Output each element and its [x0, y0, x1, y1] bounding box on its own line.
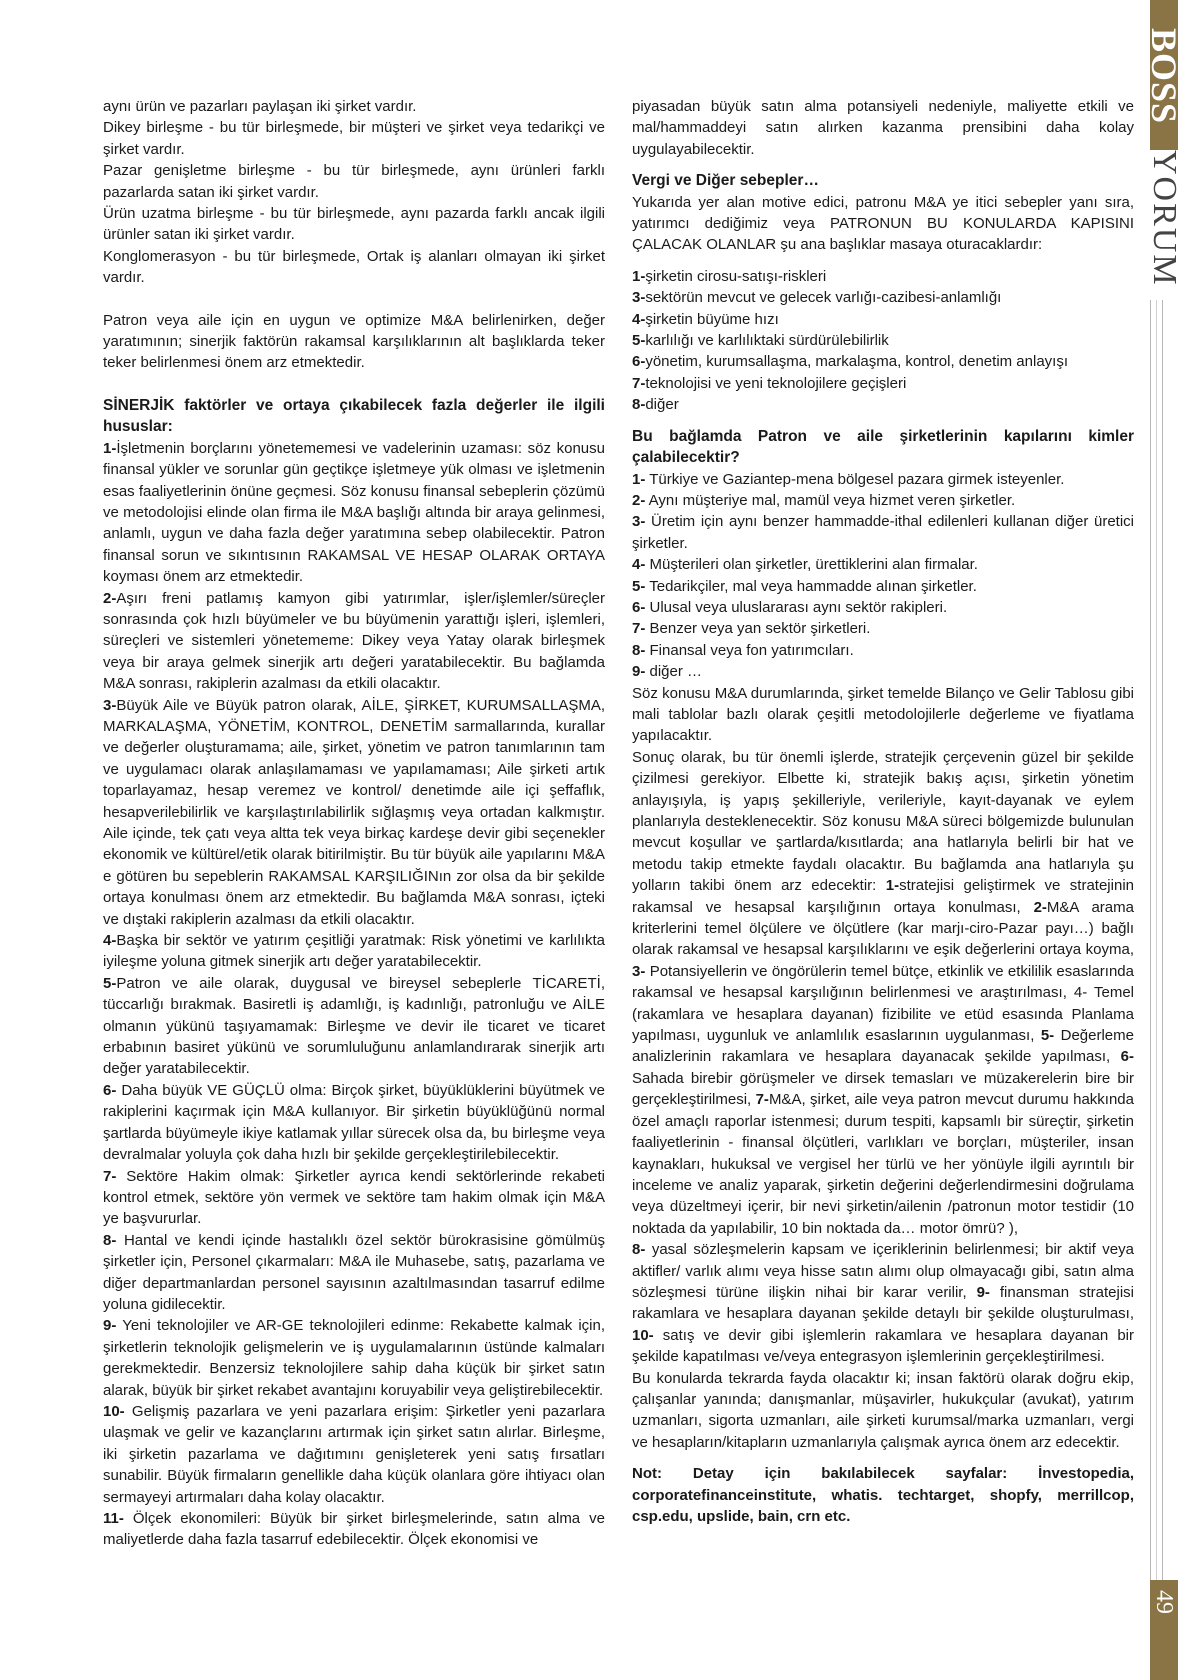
- paragraph: Patron veya aile için en uygun ve optimize M&A belirlenirken, değer yaratımının; sinerjik faktörün rakamsal karşılıklarının alt başlıklarda teker teker belirlenmesi önem arz etmektedir.: [103, 311, 605, 372]
- item-number: 5-: [632, 332, 646, 350]
- list-item: [103, 588, 605, 695]
- item-text: Aynı müşteriye mal, mamül veya hizmet veren şirketler.: [645, 491, 1016, 509]
- item-text: karlılığı ve karlılıktaki sürdürülebilirlik: [645, 332, 889, 350]
- list-item: [632, 266, 1134, 287]
- list-item: [103, 1508, 605, 1551]
- divider: [1162, 300, 1163, 1590]
- list-item: [632, 373, 1134, 394]
- item-number: 10-: [103, 1402, 125, 1420]
- item-text: Türkiye ve Gaziantep-mena bölgesel pazara girmek isteyenler.: [645, 470, 1065, 488]
- item-number: 4-: [632, 556, 646, 574]
- list-item: [103, 930, 605, 973]
- item-number: 6-: [103, 1081, 117, 1099]
- list-item: [632, 511, 1134, 554]
- item-number: 8-: [632, 641, 646, 659]
- item-number: 3-: [103, 696, 117, 714]
- item-text: Ulusal veya uluslararası aynı sektör rakipleri.: [645, 598, 948, 616]
- item-text: Patron ve aile olarak, duygusal ve bireysel sebeplerle TİCARETİ, tüccarlığı bırakmak. Basiretli iş adamlığı, iş kadınlığı, patronluğu ve AİLE olmanın yükünü taşıyamamak: Birleşme ve devir ile ticaret ve ticaret erbabının basiret yükünü ve sorumluluğunu anlamlandırarak sinerjik artı değer yaratabilecektir.: [103, 974, 605, 1078]
- item-number: 1-: [632, 470, 646, 488]
- divider: [1156, 300, 1157, 1590]
- item-text: diğer …: [645, 663, 703, 681]
- item-text: Benzer veya yan sektör şirketleri.: [645, 620, 871, 638]
- synergy-list: [103, 438, 605, 1551]
- list-item: [103, 1230, 605, 1316]
- list-item: [103, 1315, 605, 1401]
- item-text: sektörün mevcut ve gelecek varlığı-cazibesi-anlamlığı: [645, 289, 1002, 307]
- list-item: [103, 1080, 605, 1166]
- item-number: 1-: [632, 267, 646, 285]
- paragraph: aynı ürün ve pazarları paylaşan iki şirket vardır.: [103, 98, 417, 115]
- section-label: YORUM: [1146, 150, 1183, 287]
- item-text: şirketin büyüme hızı: [645, 310, 779, 328]
- actors-list: [632, 469, 1134, 683]
- item-number: 5-: [103, 974, 117, 992]
- list-item: [632, 469, 1134, 490]
- list-item: [103, 973, 605, 1080]
- list-item: [103, 695, 605, 930]
- item-text: Yeni teknolojiler ve AR-GE teknolojileri edinme: Rekabette kalmak için, şirketlerin teknolojik gelişmelerin ve iş uygulamalarının üstünde kalmaları gerekmektedir. Benzersiz teknolojilere sahip daha küçük bir şirket satın alarak, büyük bir şirket rekabet avantajını koruyabilir veya geliştirebilecektir.: [103, 1317, 605, 1399]
- paragraph: piyasadan büyük satın alma potansiyeli nedeniyle, maliyette etkili ve mal/hammaddeyi satın alırken kazanma prensibini daha kolay uygulayabilecektir.: [632, 98, 1134, 158]
- item-number: 3-: [632, 289, 646, 307]
- list-item: [632, 351, 1134, 372]
- paragraph: Bu konularda tekrarda fayda olacaktır ki; insan faktörü olarak doğru ekip, çalışanlar yanında; danışmanlar, müşavirler, hukukçular (avukat), yatırım uzmanları, sigorta uzmanları, aile şirketi kurumsal/marka uzmanları, vergi ve hesapların/kitapların uzmanlarıyla çalışmak ayrıca önem arz edecektir.: [632, 1369, 1134, 1451]
- item-text: Hantal ve kendi içinde hastalıklı özel sektör bürokrasisine gömülmüş şirketler için, Personel çıkarmaları: M&A ile Muhasebe, satış, pazarlama ve diğer departmanlardan personel sayısının azaltılmasından tasarruf edilme yoluna gidilecektir.: [103, 1231, 605, 1313]
- list-item: [632, 661, 1134, 682]
- item-number: 5-: [632, 577, 646, 595]
- item-number: 7-: [103, 1167, 117, 1185]
- conclusion-paragraph: Sonuç olarak, bu tür önemli işlerde, stratejik çerçevenin güzel bir şekilde çizilmesi gerekiyor. Elbette ki, stratejik bakış açısı, şirketin yönetim anlayışıyla, iş yapış şekilleriyle, verileriyle, kayıt-dayanak ve eylem planlarıyla desteklenecektir. Söz konusu M&A süreci bölgemizde bulunulan mevcut koşullar ve şartlarda/kısıtlarda; ana hatlarıyla belirli bir hat ve metodu takip etmekte faydalı olacaktır. Bu bağlamda ana hatlarıyla şu yolların takibi önem arz edecektir: 1-stratejisi geliştirmek ve stratejinin rakamsal ve hesapsal karşılığının ortaya konulması, 2-M&A arama kriterlerini temel ölçülere ve ölçütlere (kar marjı-ciro-Pazar payı…) bağlı olarak rakamsal ve hesapsal karşılıklarını ve eşik değerlerini ortaya koyma, 3- Potansiyellerin ve öngörülerin temel bütçe, etkinlik ve etkililik esaslarında rakamsal ve hesapsal karşılığının belirlenmesi ve araştırılması, 4- Temel (rakamlara ve hesaplara dayanan) fizibilite ve etüd esasında Planlama yapılması, uygunluk ve anlamlılık esaslarının uygulanması, 5- Değerleme analizlerinin rakamlara ve hesaplara dayanacak şekilde yapılması, 6- Sahada birebir görüşmeler ve dirsek temasları ve müzakerelerin bire bir gerçekleştirilmesi, 7-M&A, şirket, aile veya patron mevcut durumu hakkında özel amaçlı raporlar istenmesi; durum tespiti, kapsamlı bir süreçtir, şirketin faaliyetlerinin - finansal ölçütleri, varlıkları ve borçları, müşteriler, insan kaynakları, hukuksal ve vergisel her türlü ve her yönüyle ilgili ayrıntılı bir inceleme ve analiz yaparak, şirketin değerini değerlendirmesini doğrulama veya düzeltmeyi içerir, bir nevi şirketin/ailenin /patronun motor testidir (10 noktada da yapılabilir, 10 bin noktada da… motor ömrü? ), 8- yasal sözleşmelerin kapsam ve içeriklerinin belirlenmesi; bir aktif veya aktifler/ varlık alımı veya hisse satın alımı olup olmayacağı gibi, satın alma sözleşmesi türüne ilişkin nihai bir karar verilir, 9- finansman stratejisi rakamlara ve hesaplara dayanan şekilde detaylı bir şekilde oluşturulması, 10- satış ve devir gibi işlemlerin rakamlara ve hesaplara dayanan bir şekilde kapatılması ve/veya entegrasyon işlemlerinin gerçekleştirilmesi.: [632, 748, 1134, 1366]
- item-number: 7-: [632, 374, 646, 392]
- list-item: [632, 554, 1134, 575]
- list-item: [632, 394, 1134, 415]
- item-number: 6-: [632, 598, 646, 616]
- paragraph: Konglomerasyon - bu tür birleşmede, Ortak iş alanları olmayan iki şirket vardır.: [103, 247, 605, 287]
- item-text: Müşterileri olan şirketler, ürettiklerini alan firmalar.: [645, 556, 978, 574]
- paragraph: Söz konusu M&A durumlarında, şirket temelde Bilanço ve Gelir Tablosu gibi mali tablolar bazlı olarak çeşitli metodolojilerle değerleme ve fiyatlama yapılacaktır.: [632, 684, 1134, 745]
- list-item: [632, 490, 1134, 511]
- item-number: 2-: [632, 491, 646, 509]
- item-number: 9-: [103, 1317, 117, 1335]
- criteria-list: [632, 266, 1134, 416]
- list-item: [632, 330, 1134, 351]
- item-text: Başka bir sektör ve yatırım çeşitliği yaratmak: Risk yönetimi ve karlılıkta iyileşme yoluna gitmek sinerjik artı değer yaratabilecektir.: [103, 932, 605, 971]
- section-heading: Bu bağlamda Patron ve aile şirketlerinin kapılarını kimler çalabilecektir?: [632, 427, 1134, 467]
- item-text: Aşırı freni patlamış kamyon gibi yatırımlar, işler/işlemler/süreçler sonrasında çok hızlı büyümeler ve bu büyümenin yarattığı işleri, işlemleri, süreçleri ve sistemleri yönetememe: Dikey veya Yatay olarak birleşmek veya bir araya gelmek sinerjik artı değeri yaratabilecektir. Bu bağlamda M&A sonrası, rakiplerin azalması da etkili olacaktır.: [103, 589, 605, 693]
- item-number: 6-: [632, 353, 646, 371]
- item-text: diğer: [645, 396, 679, 414]
- paragraph: Pazar genişletme birleşme - bu tür birleşmede, aynı ürünleri farklı pazarlarda satan iki şirket vardır.: [103, 162, 605, 201]
- item-number: 3-: [632, 513, 646, 531]
- item-number: 1-: [103, 439, 117, 457]
- item-text: teknolojisi ve yeni teknolojilere geçişleri: [645, 374, 907, 392]
- item-text: Sektöre Hakim olmak: Şirketler ayrıca kendi sektörlerinde rekabeti kontrol etmek, sektöre yön vermek ve sektöre tam hakim olmak için M&A ye başvururlar.: [103, 1167, 605, 1228]
- list-item: [632, 576, 1134, 597]
- item-text: şirketin cirosu-satışı-riskleri: [645, 267, 827, 285]
- item-number: 2-: [103, 589, 117, 607]
- item-text: Büyük Aile ve Büyük patron olarak, AİLE, ŞİRKET, KURUMSALLAŞMA, MARKALAŞMA, YÖNETİM, KONTROL, DENETİM sarmallarında, kurallar ve değerler oluşturamama; aile, şirket, yönetim ve patron tanımlarının tam ve uygulamacı olarak anlaşılamaması ve yapılamaması; Aile şirketi artık toparlayamaz, hesap veremez ve kontrol/ denetimde aile içi şeffaflık, hesapverilebilirlik ve karşılaştırılabilirlik sığlaşmış veya ortadan kalkmıştır. Aile içinde, tek çatı veya altta tek veya birkaç kardeşe devir gibi seçenekler ekonomik ve kültürel/etik olarak bitirilmiştir. Bu tür büyük aile yapılarını M&A e götüren bu sepeblerin RAKAMSAL KARŞILIĞINın zor olsa da bir şekilde ortaya konulması önem arz etmektedir. Bu bağlamda M&A sonrası, içteki ve dıştaki rakiplerin azalması da etkili olacaktır.: [103, 696, 605, 928]
- list-item: [103, 438, 605, 588]
- item-number: 11-: [103, 1510, 124, 1527]
- list-item: [632, 618, 1134, 639]
- section-heading: SİNERJİK faktörler ve ortaya çıkabilecek fazla değerler ile ilgili hususlar:: [103, 396, 605, 436]
- item-text: Ölçek ekonomileri: Büyük bir şirket birleşmelerinde, satın alma ve maliyetlerde daha fazla tasarruf edebilecektir. Ölçek ekonomisi ve: [103, 1510, 605, 1549]
- item-text: Finansal veya fon yatırımcıları.: [645, 641, 854, 659]
- list-item: [103, 1401, 605, 1508]
- item-number: 4-: [632, 310, 646, 328]
- item-text: Daha büyük VE GÜÇLÜ olma: Birçok şirket, büyüklüklerini büyütmek ve rakiplerini kaçırmak için M&A kullanıyor. Bir şirketin büyüklüğünü normal şartlarda büyümeyle ikiye katlamak yıllar sürecek olsa da, bu birleşme veya devralmalar yoluyla çok daha hızlı bir şekilde gerçekleştirilebilecektir.: [103, 1081, 605, 1164]
- list-item: [632, 597, 1134, 618]
- item-number: 4-: [103, 932, 117, 950]
- left-column: [103, 96, 605, 1551]
- item-text: Gelişmiş pazarlara ve yeni pazarlara erişim: Şirketler yeni pazarlara ulaşmak ve gelir ve kazançlarını artırmak için şirket satın alırlar. Birleşme, iki şirketin pazarlama ve dağıtımını genişleterek yeni satış fırsatları sunabilir. Büyük firmaların genellikle daha küçük olanlara göre ihtiyacı olan sermayeyi artırmaları daha kolay olacaktır.: [103, 1402, 605, 1506]
- item-text: yönetim, kurumsallaşma, markalaşma, kontrol, denetim anlayışı: [645, 353, 1069, 371]
- list-item: [103, 1166, 605, 1230]
- right-column: [632, 96, 1134, 1527]
- list-item: [632, 640, 1134, 661]
- brand-logo: BOSS: [1144, 27, 1184, 125]
- item-number: 9-: [632, 663, 646, 681]
- source-note: Not: Detay için bakılabilecek sayfalar: İnvestopedia, corporatefinanceinstitute, whatis. techtarget, shopfy, merrillcop, csp.edu, upslide, bain, crn etc.: [632, 1465, 1134, 1525]
- item-number: 8-: [103, 1231, 117, 1249]
- divider: [1150, 300, 1151, 1590]
- item-text: Tedarikçiler, mal veya hammadde alınan şirketler.: [645, 577, 977, 595]
- page-number: 49: [1151, 1590, 1177, 1614]
- list-item: [632, 309, 1134, 330]
- paragraph: Dikey birleşme - bu tür birleşmede, bir müşteri ve şirket veya tedarikçi ve şirket vardır.: [103, 119, 605, 158]
- paragraph: Yukarıda yer alan motive edici, patronu M&A ye itici sebepler yanı sıra, yatırımcı dediğimiz veya PATRONUN BU KONULARDA KAPISINI ÇALACAK OLANLAR şu ana başlıklar masaya oturacaklardır:: [632, 193, 1134, 254]
- section-heading: Vergi ve Diğer sebepler…: [632, 172, 819, 190]
- item-text: İşletmenin borçlarını yönetememesi ve vadelerinin uzaması: söz konusu finansal yükler ve sorunlar gün geçtikçe işletmeye yük olması ve işletmenin esas faaliyetlerinin önüne geçmesi. Söz konusu finansal sebeplerin çözümü ve metodolojisi elinde olan firma ile M&A başlığı altında bir araya gelinmesi, anlamlı, uygun ve daha fazla değer yaratımına sebep olabilecektir. Patron finansal sorun ve sıkıntısının RAKAMSAL VE HESAP OLARAK ORTAYA koyması önem arz etmektedir.: [103, 439, 605, 586]
- item-number: 8-: [632, 396, 646, 414]
- paragraph: Ürün uzatma birleşme - bu tür birleşmede, aynı pazarda farklı ancak ilgili ürünler satan iki şirket vardır.: [103, 205, 605, 244]
- item-text: Üretim için aynı benzer hammadde-ithal edilenleri kullanan diğer üretici şirketler.: [632, 513, 1134, 552]
- item-number: 7-: [632, 620, 646, 638]
- list-item: [632, 287, 1134, 308]
